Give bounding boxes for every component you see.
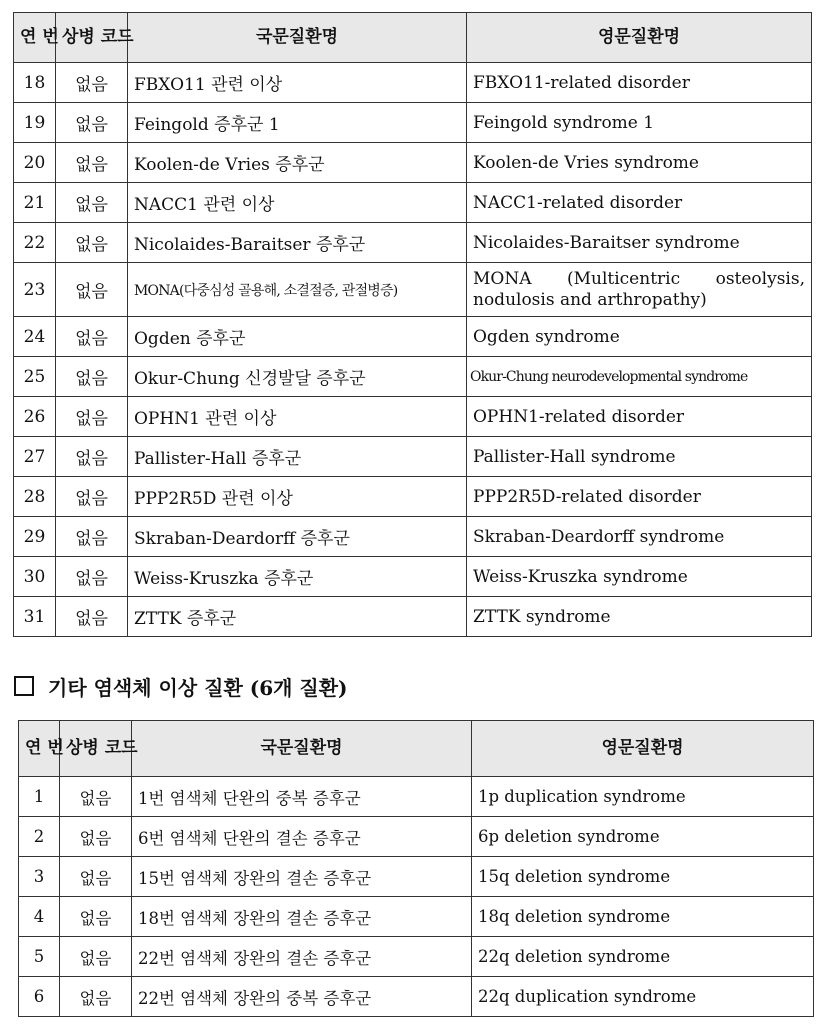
table-row [14,597,812,637]
table-row [14,317,812,357]
row-korean-name: OPHN1 관련 이상 [128,397,467,437]
row-korean-name: ZTTK 증후군 [128,597,467,637]
header-english-name: 영문질환명 [472,721,814,777]
row-no: 24 [14,317,56,357]
header-english-name: 영문질환명 [467,13,812,63]
header-no: 연 번 [19,721,60,777]
row-no: 30 [14,557,56,597]
row-english-name: OPHN1-related disorder [467,397,812,437]
row-code: 없음 [56,597,128,637]
table-row [14,63,812,103]
row-code: 없음 [56,263,128,317]
disease-table-1 [13,12,812,637]
table-row [19,777,814,817]
row-code: 없음 [56,63,128,103]
row-english-name: 18q deletion syndrome [472,897,814,937]
row-no: 3 [19,857,60,897]
row-english-name: MONA (Multicentric osteolysis, nodulosis and arthropathy) [467,263,812,317]
row-code: 없음 [60,977,132,1017]
row-english-name: ZTTK syndrome [467,597,812,637]
row-no: 29 [14,517,56,557]
row-english-name: Weiss-Kruszka syndrome [467,557,812,597]
table-row [14,183,812,223]
row-code: 없음 [56,517,128,557]
table-row [19,857,814,897]
row-code: 없음 [56,357,128,397]
row-korean-name: 6번 염색체 단완의 결손 증후군 [132,817,472,857]
row-english-name: 1p duplication syndrome [472,777,814,817]
row-english-name: Koolen-de Vries syndrome [467,143,812,183]
row-english-name: 6p deletion syndrome [472,817,814,857]
row-no: 23 [14,263,56,317]
row-no: 20 [14,143,56,183]
row-korean-name: Pallister-Hall 증후군 [128,437,467,477]
row-english-name: Okur-Chung neurodevelopmental syndrome [467,357,812,397]
table-row [19,977,814,1017]
section-heading [14,670,348,702]
row-korean-name: FBXO11 관련 이상 [128,63,467,103]
row-no: 19 [14,103,56,143]
row-korean-name: Nicolaides-Baraitser 증후군 [128,223,467,263]
row-korean-name: NACC1 관련 이상 [128,183,467,223]
row-no: 26 [14,397,56,437]
row-code: 없음 [56,143,128,183]
disease-table-2 [18,720,814,1017]
table-row [14,223,812,263]
header-code: 상병 코드 [60,721,132,777]
row-code: 없음 [60,857,132,897]
row-english-name: 22q deletion syndrome [472,937,814,977]
row-no: 18 [14,63,56,103]
table-row [14,437,812,477]
row-korean-name: Skraban-Deardorff 증후군 [128,517,467,557]
row-no: 2 [19,817,60,857]
row-no: 27 [14,437,56,477]
checkbox-square-icon [14,676,34,696]
row-korean-name: 18번 염색체 장완의 결손 증후군 [132,897,472,937]
row-no: 6 [19,977,60,1017]
table-row [14,103,812,143]
header-code: 상병 코드 [56,13,128,63]
row-korean-name: Okur-Chung 신경발달 증후군 [128,357,467,397]
row-english-name: PPP2R5D-related disorder [467,477,812,517]
row-code: 없음 [56,223,128,263]
table-row [14,357,812,397]
row-english-name: Skraban-Deardorff syndrome [467,517,812,557]
row-english-name: 15q deletion syndrome [472,857,814,897]
row-english-name: FBXO11-related disorder [467,63,812,103]
row-english-name: NACC1-related disorder [467,183,812,223]
row-code: 없음 [60,817,132,857]
row-korean-name: Ogden 증후군 [128,317,467,357]
table-row [14,397,812,437]
row-code: 없음 [56,103,128,143]
row-korean-name: 22번 염색체 장완의 중복 증후군 [132,977,472,1017]
table-row [19,937,814,977]
row-no: 31 [14,597,56,637]
row-english-name: Pallister-Hall syndrome [467,437,812,477]
row-no: 22 [14,223,56,263]
table-row [14,557,812,597]
row-no: 1 [19,777,60,817]
row-code: 없음 [56,437,128,477]
table-header-row [14,13,812,63]
section-title: 기타 염색체 이상 질환 (6개 질환) [48,675,348,700]
row-code: 없음 [60,937,132,977]
row-korean-name: 22번 염색체 장완의 결손 증후군 [132,937,472,977]
row-korean-name: Koolen-de Vries 증후군 [128,143,467,183]
row-code: 없음 [56,183,128,223]
row-code: 없음 [60,897,132,937]
header-korean-name: 국문질환명 [132,721,472,777]
table-row [14,263,812,317]
row-code: 없음 [60,777,132,817]
row-korean-name: Feingold 증후군 1 [128,103,467,143]
row-no: 21 [14,183,56,223]
table-row [14,143,812,183]
row-no: 5 [19,937,60,977]
row-code: 없음 [56,397,128,437]
row-english-name: 22q duplication syndrome [472,977,814,1017]
table-row [14,517,812,557]
table-header-row [19,721,814,777]
row-code: 없음 [56,317,128,357]
row-code: 없음 [56,557,128,597]
row-english-name: Feingold syndrome 1 [467,103,812,143]
header-no: 연 번 [14,13,56,63]
row-korean-name: Weiss-Kruszka 증후군 [128,557,467,597]
row-english-name: Nicolaides-Baraitser syndrome [467,223,812,263]
row-english-name: Ogden syndrome [467,317,812,357]
row-no: 28 [14,477,56,517]
header-korean-name: 국문질환명 [128,13,467,63]
row-korean-name: 1번 염색체 단완의 중복 증후군 [132,777,472,817]
table-row [19,817,814,857]
row-korean-name: 15번 염색체 장완의 결손 증후군 [132,857,472,897]
table-row [19,897,814,937]
row-no: 4 [19,897,60,937]
row-code: 없음 [56,477,128,517]
row-korean-name: MONA(다중심성 골용해, 소결절증, 관절병증) [128,263,467,317]
table-row [14,477,812,517]
row-no: 25 [14,357,56,397]
row-korean-name: PPP2R5D 관련 이상 [128,477,467,517]
